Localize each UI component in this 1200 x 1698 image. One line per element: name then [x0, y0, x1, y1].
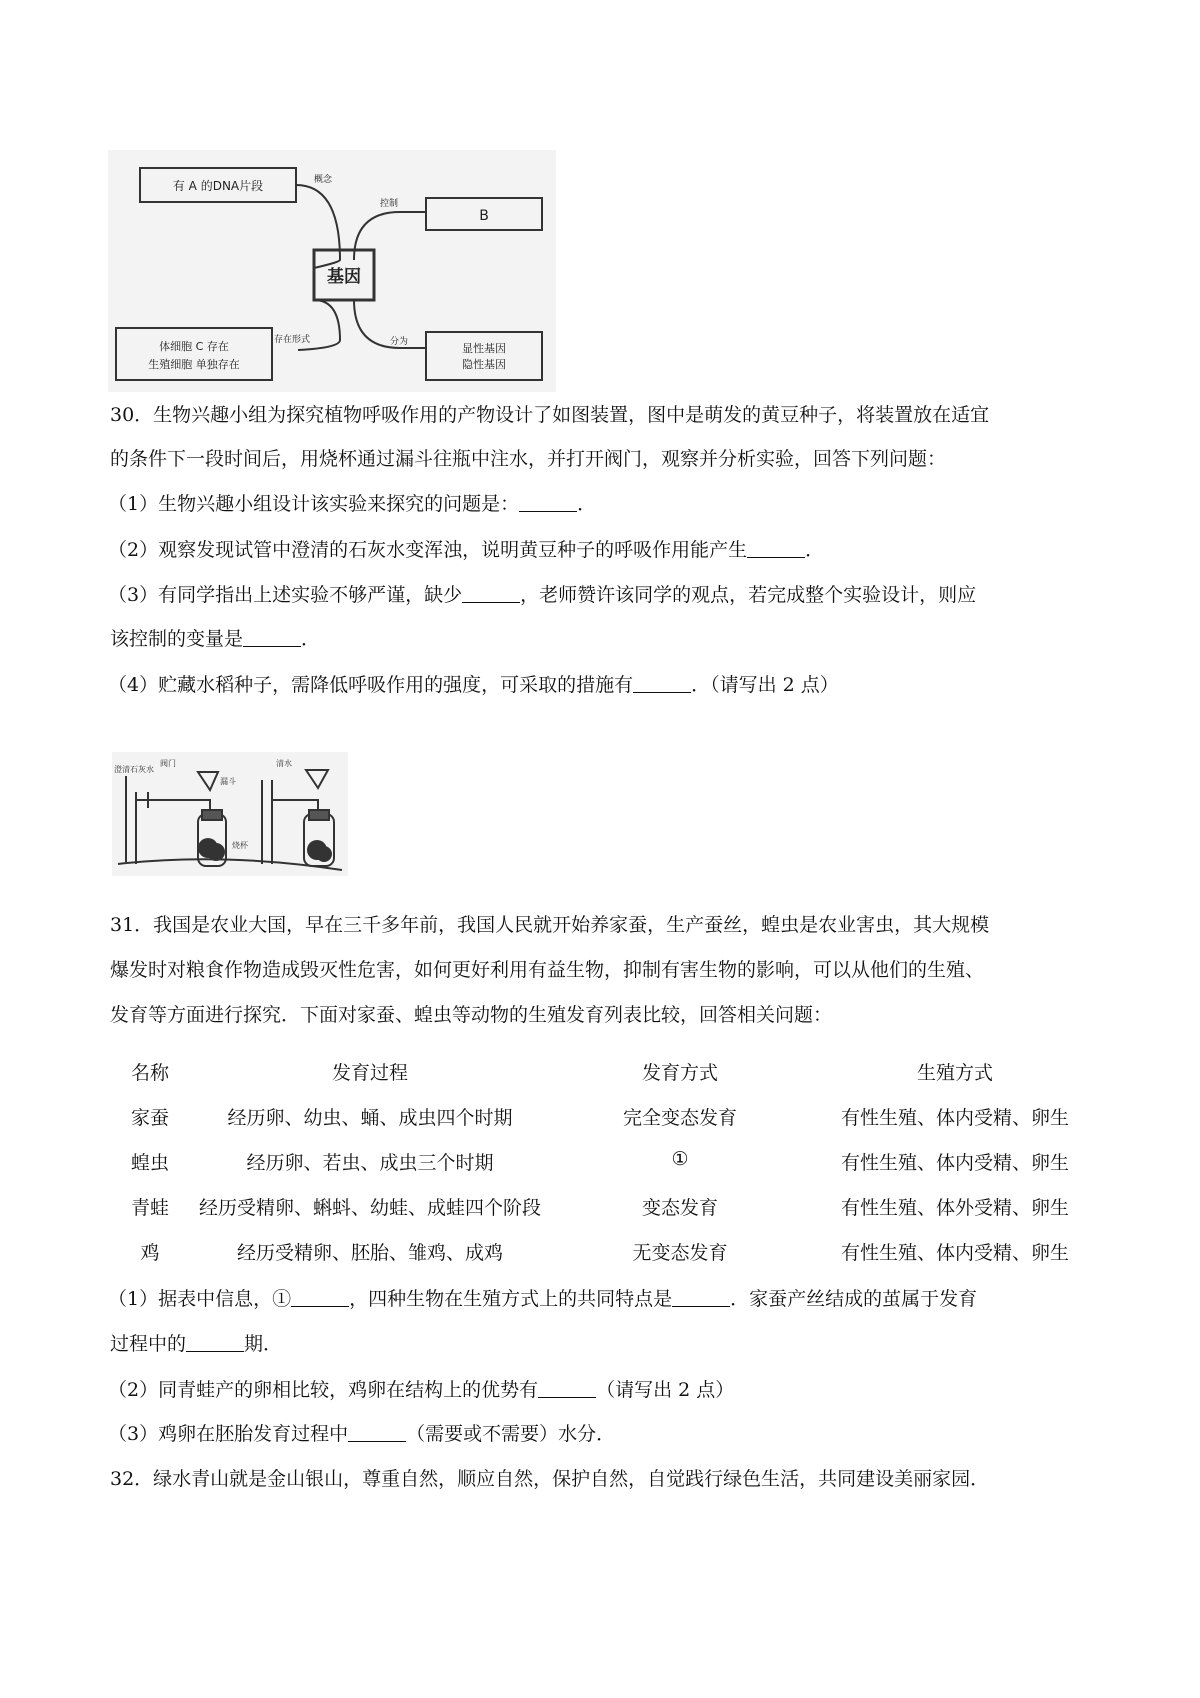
- table-cell: 完全变态发育: [622, 1107, 737, 1129]
- table-cell: 鸡: [140, 1242, 160, 1264]
- box-bottom-left-line1: 体细胞 C 存在: [159, 340, 229, 353]
- label-limewater: 澄清石灰水: [114, 765, 154, 774]
- table-cell: 有性生殖、体内受精、卵生: [840, 1242, 1069, 1264]
- answer-blank[interactable]: [519, 493, 577, 512]
- q31-line1: 31．我国是农业大国，早在三千多年前，我国人民就开始养家蚕，生产蚕丝，蝗虫是农业害虫，其大规模: [110, 914, 990, 936]
- respiration-apparatus-diagram: [112, 752, 348, 876]
- box-top-left-label: 有 A 的DNA片段: [172, 179, 264, 193]
- box-top-left-link: 概念: [314, 175, 333, 185]
- respiration-apparatus-figure: [112, 752, 348, 876]
- box-bottom-right: [426, 332, 542, 380]
- answer-blank[interactable]: [462, 584, 520, 603]
- answer-blank[interactable]: [747, 539, 805, 558]
- table-cell: 经历受精卵、蝌蚪、幼蛙、成蛙四个阶段: [198, 1197, 541, 1219]
- table-cell: 家蚕: [130, 1107, 169, 1129]
- box-bottom-right-line1: 显性基因: [462, 342, 506, 355]
- q30-line2: 的条件下一段时间后，用烧杯通过漏斗往瓶中注水，并打开阀门，观察并分析实验，回答下列问题：: [110, 448, 947, 470]
- table-row: [110, 1193, 1110, 1223]
- answer-blank[interactable]: [538, 1379, 596, 1398]
- answer-blank[interactable]: [672, 1288, 730, 1307]
- label-valve: 阀门: [160, 759, 176, 768]
- table-cell: 有性生殖、体内受精、卵生: [840, 1152, 1069, 1174]
- q31-sub3: （3）鸡卵在胚胎发育过程中 （需要或不需要）水分．: [108, 1423, 616, 1445]
- gene-concept-map-figure: [108, 150, 556, 392]
- table-header-cell: 生殖方式: [916, 1062, 993, 1084]
- table-cell: 经历卵、幼虫、蛹、成虫四个时期: [227, 1107, 513, 1129]
- table-row: [110, 1103, 1110, 1133]
- label-beaker: 烧杯: [232, 841, 248, 850]
- q31-sub1: （1）据表中信息，① ，四种生物在生殖方式上的共同特点是 ．家蚕产丝结成的茧属于发育: [108, 1288, 978, 1310]
- table-cell: 有性生殖、体内受精、卵生: [840, 1107, 1069, 1129]
- table-header-cell: 发育过程: [331, 1062, 408, 1084]
- table-cell: 经历卵、若虫、成虫三个时期: [246, 1152, 494, 1174]
- q30-sub1: （1）生物兴趣小组设计该实验来探究的问题是： ．: [108, 493, 597, 515]
- q31-line2: 爆发时对粮食作物造成毁灭性危害，如何更好利用有益生物，抑制有害生物的影响，可以从他们的生殖、: [110, 959, 985, 981]
- table-cell: 变态发育: [641, 1197, 718, 1219]
- q31-line3: 发育等方面进行探究．下面对家蚕、蝗虫等动物的生殖发育列表比较，回答相关问题：: [110, 1004, 833, 1026]
- table-cell: 青蛙: [130, 1197, 169, 1219]
- box-bottom-right-line2: 隐性基因: [462, 358, 506, 371]
- q31-sub1-cont: 过程中的 期．: [110, 1333, 283, 1355]
- q30-sub3-cont: 该控制的变量是 ．: [110, 628, 321, 650]
- q32-line1: 32．绿水青山就是金山银山，尊重自然，顺应自然，保护自然，自觉践行绿色生活，共同建设美丽家园．: [110, 1468, 990, 1490]
- table-header-row: [110, 1058, 1110, 1088]
- gene-concept-map-diagram: [108, 150, 556, 392]
- table-cell: 有性生殖、体外受精、卵生: [840, 1197, 1069, 1219]
- table-header-cell: 发育方式: [641, 1062, 718, 1084]
- table-cell: 蝗虫: [130, 1152, 169, 1174]
- table-cell: 经历受精卵、胚胎、雏鸡、成鸡: [236, 1242, 503, 1264]
- q31-sub2: （2）同青蛙产的卵相比较，鸡卵在结构上的优势有 （请写出 2 点）: [108, 1379, 735, 1401]
- q30-sub2: （2）观察发现试管中澄清的石灰水变浑浊，说明黄豆种子的呼吸作用能产生 ．: [108, 539, 825, 561]
- box-bottom-left-link: 存在形式: [274, 335, 311, 345]
- label-funnel: 漏斗: [220, 777, 236, 786]
- q30-line1: 30．生物兴趣小组为探究植物呼吸作用的产物设计了如图装置，图中是萌发的黄豆种子，将装置放在适宜: [110, 404, 990, 426]
- answer-blank[interactable]: [243, 628, 301, 647]
- q30-sub4: （4）贮藏水稻种子，需降低呼吸作用的强度，可采取的措施有 ．（请写出 2 点）: [108, 674, 839, 696]
- box-top-right-link: 控制: [380, 199, 399, 209]
- table-row: [110, 1238, 1110, 1268]
- q30-sub3: （3）有同学指出上述实验不够严谨，缺少 ，老师赞许该同学的观点，若完成整个实验设计，则应: [108, 584, 977, 606]
- label-water: 清水: [276, 759, 292, 768]
- box-bottom-left: [116, 328, 272, 380]
- table-cell: ①: [671, 1148, 689, 1170]
- answer-blank[interactable]: [291, 1288, 349, 1307]
- center-label: 基因: [327, 267, 361, 287]
- box-bottom-left-line2: 生殖细胞 单独存在: [148, 358, 240, 371]
- table-row: [110, 1148, 1110, 1178]
- box-top-right-label: B: [479, 208, 489, 224]
- box-bottom-right-link: 分为: [390, 337, 409, 347]
- answer-blank[interactable]: [186, 1333, 244, 1352]
- answer-blank[interactable]: [633, 674, 691, 693]
- answer-blank[interactable]: [348, 1423, 406, 1442]
- table-header-cell: 名称: [130, 1062, 169, 1084]
- table-cell: 无变态发育: [632, 1242, 728, 1264]
